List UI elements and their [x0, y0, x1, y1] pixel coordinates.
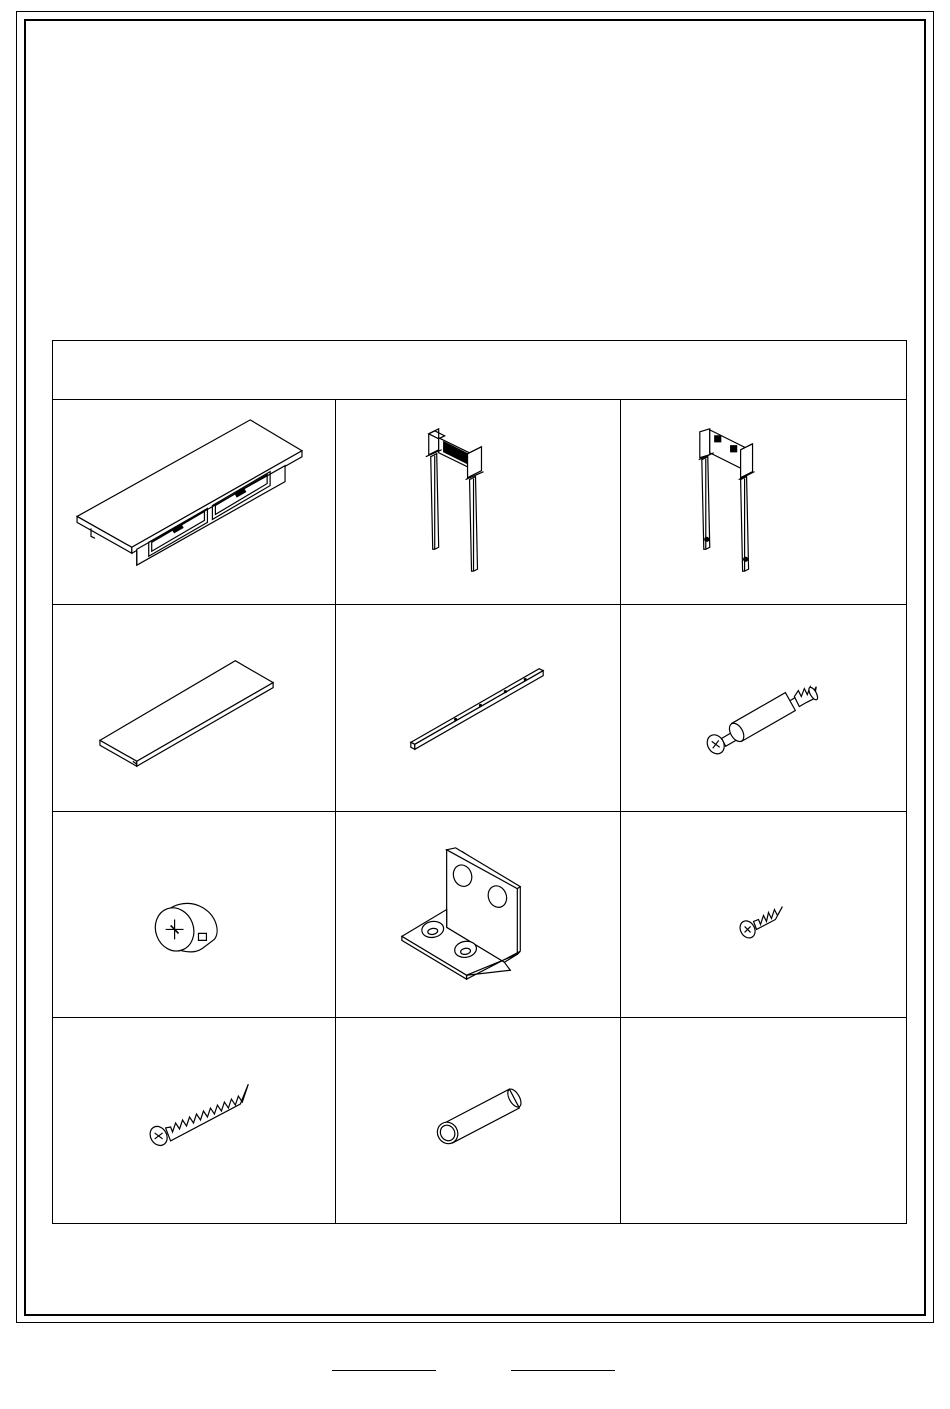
part-cell-bottom-panel — [53, 605, 336, 812]
long-screw-icon — [53, 1018, 335, 1223]
rail-strip-icon — [336, 605, 620, 811]
signature-line-right — [511, 1370, 615, 1371]
l-bracket-icon — [336, 812, 620, 1017]
leg-frame-with-brackets-icon — [621, 400, 906, 604]
part-cell-empty — [621, 1018, 906, 1223]
wood-dowel-icon — [336, 1018, 620, 1223]
part-cell-wood-dowel — [336, 1018, 621, 1223]
part-cell-rail — [336, 605, 621, 812]
short-screw-icon — [621, 812, 906, 1017]
part-cell-cam-bolt — [621, 605, 906, 812]
signature-line-left — [332, 1370, 436, 1371]
part-cell-right-leg-frame — [621, 400, 906, 605]
parts-table-header — [53, 341, 906, 400]
tabletop-with-drawers-icon — [53, 400, 335, 604]
part-cell-short-screw — [621, 812, 906, 1018]
parts-list-table — [52, 340, 907, 1224]
leg-frame-icon — [336, 400, 620, 604]
part-cell-l-bracket — [336, 812, 621, 1018]
flat-panel-icon — [53, 605, 335, 811]
part-cell-long-screw — [53, 1018, 336, 1223]
part-cell-cam-lock — [53, 812, 336, 1018]
cam-bolt-icon — [621, 605, 906, 811]
part-cell-left-leg-frame — [336, 400, 621, 605]
part-cell-tabletop — [53, 400, 336, 605]
cam-lock-icon — [53, 812, 335, 1017]
